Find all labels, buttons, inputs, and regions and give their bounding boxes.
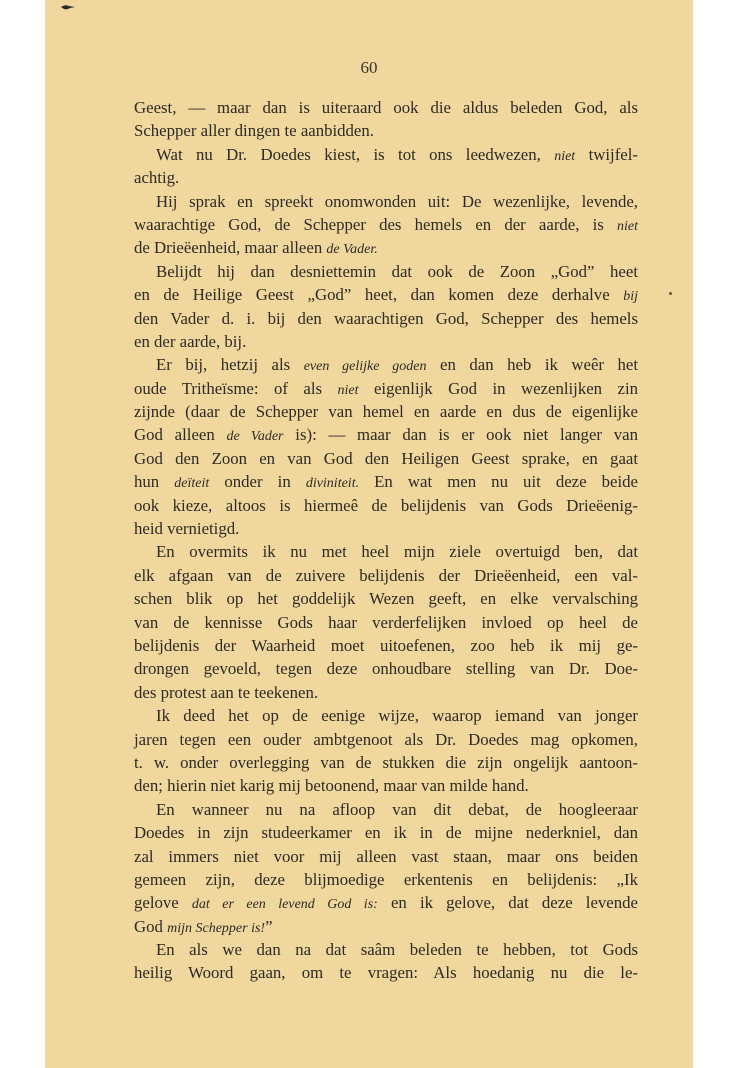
text-line: ook kieze, altoos is hiermeê de belijdenis van Gods Drieëenig- bbox=[134, 495, 638, 515]
italic-text: de Vader. bbox=[326, 242, 378, 258]
text-line: belijdenis der Waarheid moet uitoefenen, zoo heb ik mij ge- bbox=[134, 635, 638, 655]
text-line: t. w. onder overlegging van de stukken die zijn ongelijk aantoon- bbox=[134, 752, 638, 772]
ink-blot-mark bbox=[61, 4, 75, 10]
text-line: zijnde (daar de Schepper van hemel en aarde en dus de eigenlijke bbox=[134, 402, 638, 422]
text-line: den Vader d. i. bij den waarachtigen God, Schepper des hemels bbox=[134, 308, 638, 328]
italic-text: diviniteit. bbox=[305, 476, 360, 492]
text-line: Wat nu Dr. Doedes kiest, is tot ons leedwezen, niet twijfel- bbox=[156, 144, 638, 164]
text-line: des protest aan te teekenen. bbox=[134, 682, 319, 702]
italic-text: dat er een levend God is: bbox=[191, 897, 378, 913]
italic-text: niet bbox=[617, 218, 638, 234]
text-line: En als we dan na dat saâm beleden te hebben, tot Gods bbox=[156, 940, 638, 960]
text-line: den; hierin niet karig mij betoonend, maar van milde hand. bbox=[134, 776, 529, 796]
text-line: Ik deed het op de eenige wijze, waarop iemand van jonger bbox=[156, 706, 638, 726]
paper-speck bbox=[669, 292, 672, 295]
italic-text: bij bbox=[623, 289, 638, 305]
text-line: schen blik op het goddelijk Wezen geeft, en elke vervalsching bbox=[134, 589, 638, 609]
text-line: Doedes in zijn studeerkamer en ik in de mijne nederkniel, dan bbox=[134, 823, 638, 843]
text-line: Hij sprak en spreekt onomwonden uit: De wezenlijke, levende, bbox=[156, 191, 638, 211]
italic-text: niet bbox=[554, 148, 576, 164]
text-line: God alleen de Vader is): — maar dan is er ook niet langer van bbox=[134, 425, 638, 445]
italic-text: deïteit bbox=[174, 476, 210, 492]
text-line: jaren tegen een ouder ambtgenoot als Dr. Doedes mag opkomen, bbox=[134, 729, 638, 749]
page-number: 60 bbox=[360, 58, 378, 77]
text-line: hun deïteit onder in diviniteit. En wat men nu uit deze beide bbox=[134, 472, 639, 492]
text-line: heid vernietigd. bbox=[134, 519, 240, 539]
body-text bbox=[134, 96, 638, 985]
text-line: God den Zoon en van God den Heiligen Geest sprake, en gaat bbox=[134, 448, 638, 468]
text-line: zal immers niet voor mij alleen vast staan, maar ons beiden bbox=[134, 846, 638, 866]
text-line: en der aarde, bij. bbox=[134, 331, 247, 351]
italic-text: even gelijke goden bbox=[303, 359, 427, 375]
italic-text: mijn Schepper is! bbox=[167, 920, 266, 936]
text-line: En wanneer nu na afloop van dit debat, de hoogleeraar bbox=[156, 799, 638, 819]
text-line: Schepper aller dingen te aanbidden. bbox=[134, 121, 374, 141]
italic-text: de Vader bbox=[226, 429, 284, 445]
text-line: de Drieëenheid, maar alleen de Vader. bbox=[134, 238, 378, 258]
book-page bbox=[45, 0, 693, 1068]
text-line: En overmits ik nu met heel mijn ziele overtuigd ben, dat bbox=[156, 542, 638, 562]
text-line: gemeen zijn, deze blijmoedige erkentenis en belijdenis: „Ik bbox=[134, 869, 638, 889]
italic-text: niet bbox=[337, 382, 359, 398]
text-line: Er bij, hetzij als even gelijke goden en dan heb ik weêr het bbox=[156, 355, 638, 375]
text-line: Belijdt hij dan desniettemin dat ook de Zoon „God” heet bbox=[156, 261, 638, 281]
text-line: gelove dat er een levend God is: en ik gelove, dat deze levende bbox=[134, 893, 638, 913]
text-line: God mijn Schepper is!” bbox=[134, 916, 273, 936]
text-line: Geest, — maar dan is uiteraard ook die aldus beleden God, als bbox=[134, 98, 638, 117]
text-line: drongen gevoeld, tegen deze onhoudbare stelling van Dr. Doe- bbox=[134, 659, 638, 679]
text-line: elk afgaan van de zuivere belijdenis der Drieëenheid, een val- bbox=[134, 565, 638, 585]
text-line: en de Heilige Geest „God” heet, dan komen deze derhalve bij bbox=[134, 285, 638, 305]
text-line: heilig Woord gaan, om te vragen: Als hoedanig nu die le- bbox=[134, 963, 638, 983]
text-line: waarachtige God, de Schepper des hemels en der aarde, is niet bbox=[134, 214, 638, 234]
text-line: oude Tritheïsme: of als niet eigenlijk God in wezenlijken zin bbox=[134, 378, 639, 398]
text-line: achtig. bbox=[134, 168, 180, 188]
text-line: van de kennisse Gods haar verderfelijken invloed op heel de bbox=[134, 612, 638, 632]
